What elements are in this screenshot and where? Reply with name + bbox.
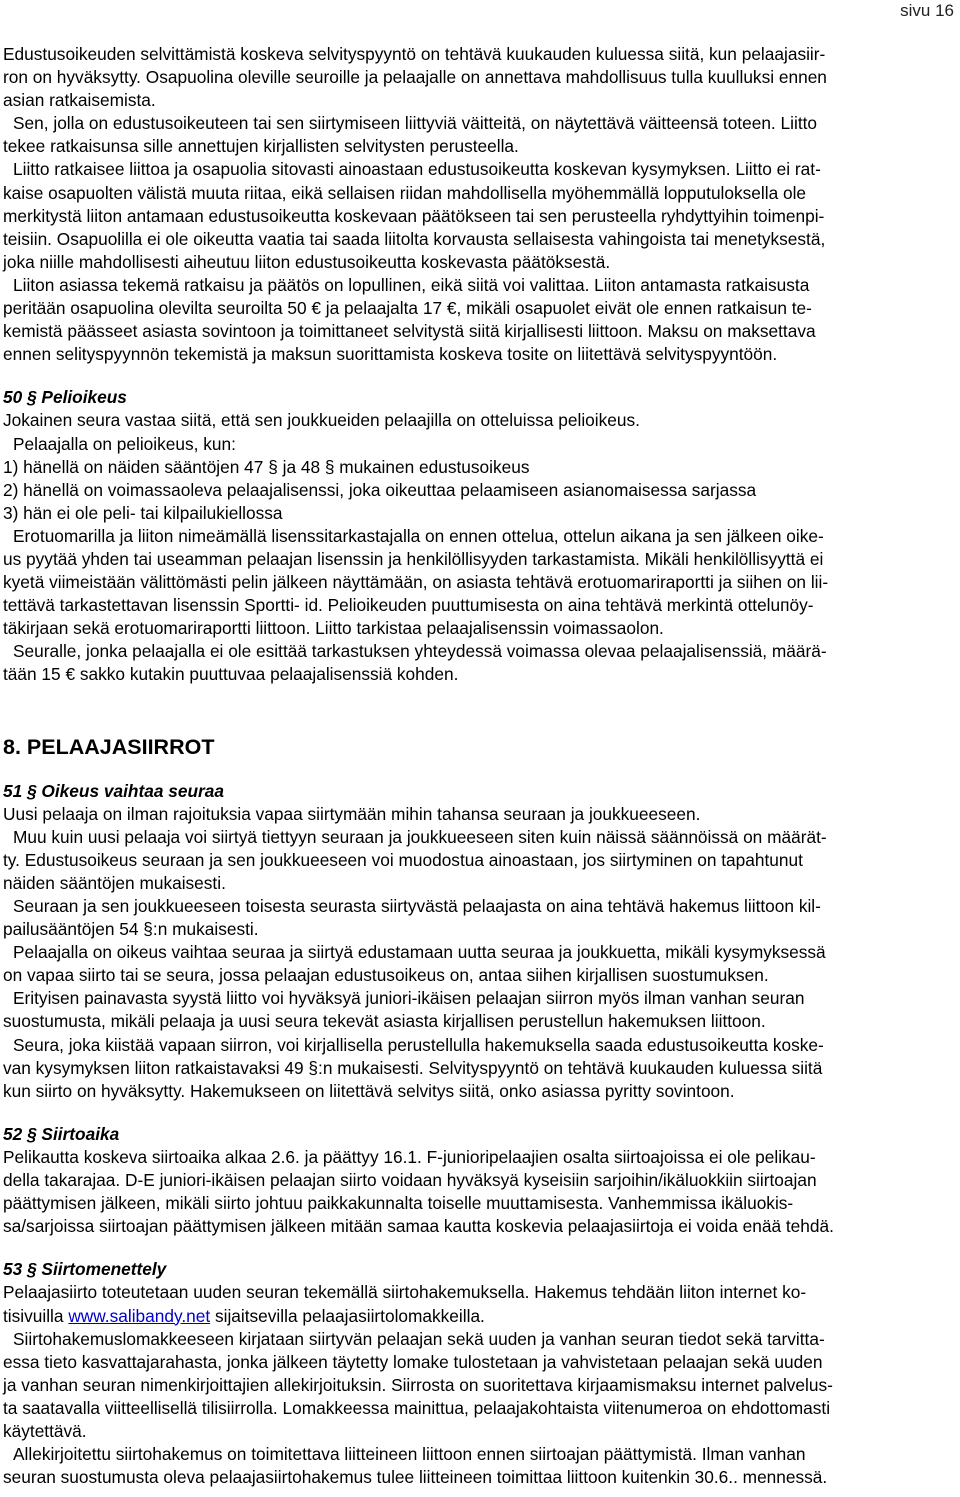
text-line: Pelaajasiirto toteutetaan uuden seuran tekemällä siirtohakemuksella. Hakemus tehdään liiton internet ko-: [3, 1282, 807, 1303]
text-line: kun siirto on hyväksytty. Hakemukseen on liitettävä selvitys siitä, onko asiassa pyritty sovintoon.: [3, 1080, 735, 1101]
text-line: Edustusoikeuden selvittämistä koskeva selvityspyyntö on tehtävä kuukauden kuluessa siitä, kun pelaajasiir-: [3, 44, 826, 64]
chapter-heading: 8. PELAAJASIIRROT: [3, 734, 215, 759]
text-line: seuran suostumusta oleva pelaajasiirtohakemus tulee liitteineen toimittaa liittoon kuitenkin 30.6.. mennessä.: [3, 1467, 828, 1488]
text-line: Erityisen painavasta syystä liitto voi hyväksyä juniori-ikäisen pelaajan siirron myös ilman vanhan seuran: [13, 988, 805, 1009]
text-line: pailusääntöjen 54 §:n mukaisesti.: [3, 919, 259, 940]
text-line: täkirjaan sekä erotuomariraportti liittoon. Liitto tarkistaa pelaajalisenssin voimassaolon.: [3, 618, 664, 639]
text-line: suostumusta, mikäli pelaaja ja uusi seura tekevät asiasta kirjallisen perustellun hakemuksen liittoon.: [3, 1011, 766, 1032]
text-line: näiden sääntöjen mukaisesti.: [3, 872, 226, 893]
salibandy-link[interactable]: www.salibandy.net: [68, 1305, 211, 1326]
text-line: della takarajaa. D-E juniori-ikäisen pelaajan siirto voidaan hyväksyä kyseisiin sarjoihin/ikäluokkiin siirtoajan: [3, 1170, 817, 1191]
text-line: Pelaajalla on oikeus vaihtaa seuraa ja siirtyä edustamaan uutta seuraa ja joukkuetta, mikäli kysymyksessä: [13, 942, 826, 963]
text-line: joka niille mahdollisesti aiheutuu liiton edustusoikeutta koskevasta päätöksestä.: [3, 251, 611, 272]
text-line: kaise osapuolten välistä muuta riitaa, eikä sellaisen riidan mahdollisella myöhemmällä lopputuloksella ole: [3, 182, 807, 203]
page-number: sivu 16: [900, 1, 954, 20]
text-line: Seura, joka kiistää vapaan siirron, voi kirjallisella perustellulla hakemuksella saada edustusoikeutta koske-: [13, 1034, 824, 1055]
text-line: Liiton asiassa tekemä ratkaisu ja päätös on lopullinen, eikä siitä voi valittaa. Liiton antamasta ratkaisusta: [13, 274, 810, 295]
section-50: [3, 386, 951, 686]
text-line: kemistä päässeet asiasta sovintoon ja toimittaneet selvitystä siitä kirjallisesti liittoon. Maksu on maksettava: [3, 321, 816, 342]
text-line: essa tieto kasvattajarahasta, jonka jälkeen täytetty lomake tulostetaan ja vahvistetaan pelaajan sekä uuden: [3, 1351, 823, 1372]
paragraph-edustusoikeus-selvitys: [3, 43, 951, 112]
section-52: [3, 1123, 951, 1238]
section-heading: 53 § Siirtomenettely: [3, 1259, 167, 1280]
paragraph-ratkaisu-lopullinen: [3, 274, 951, 366]
list-item: 1) hänellä on näiden sääntöjen 47 § ja 48 § mukainen edustusoikeus: [3, 456, 530, 477]
text-line: merkitystä liiton antamaan edustusoikeutta koskevaan päätökseen tai sen perusteella ryhdyttyihin toimenpi-: [3, 205, 825, 226]
text-line: Muu kuin uusi pelaaja voi siirtyä tiettyyn seuraan ja joukkueeseen siten kuin näissä säännöissä on määrät-: [13, 826, 827, 847]
text-line: Uusi pelaaja on ilman rajoituksia vapaa siirtymään mihin tahansa seuraan ja joukkueeseen.: [3, 803, 701, 824]
text-line: ty. Edustusoikeus seuraan ja sen joukkueeseen voi muodostua ainoastaan, jos siirtyminen on tapahtunut: [3, 849, 803, 870]
text-line: Allekirjoitettu siirtohakemus on toimitettava liitteineen liittoon ennen siirtoajan päättymistä. Ilman vanhan: [13, 1444, 806, 1465]
text-line: [3, 1305, 951, 1328]
text-fragment: tisivuilla: [3, 1305, 69, 1326]
text-line: päättymisen jälkeen, mikäli siirto johtuu paikkakunnalta toiselle muuttamisesta. Vanhemmissa ikäluokis-: [3, 1193, 794, 1214]
text-line: tettävä tarkastettavan lisenssin Sportti- id. Pelioikeuden puuttumisesta on aina tehtävä merkintä otteluпöy-: [3, 595, 814, 616]
text-line: us pyytää yhden tai useamman pelaajan lisenssin ja henkilöllisyyden tarkastamista. Mikäli henkilöllisyyttä ei: [3, 548, 824, 569]
text-line: Pelaajalla on pelioikeus, kun:: [13, 433, 236, 454]
text-line: van kysymyksen liiton ratkaistavaksi 49 §:n mukaisesti. Selvityspyyntö on tehtävä kuukauden kuluessa siitä: [3, 1057, 823, 1078]
text-line: ta saatavalla viitteellisellä tilisiirrolla. Lomakkeessa mainittua, pelaajakohtaista viitenumeroa on ehdottomasti: [3, 1397, 831, 1418]
text-line: on vapaa siirto tai se seura, jossa pelaajan edustusoikeus on, antaa siihen kirjallisen suostumuksen.: [3, 965, 769, 986]
text-line: Jokainen seura vastaa siitä, että sen joukkueiden pelaajilla on otteluissa pelioikeus.: [3, 410, 640, 431]
list-item: 2) hänellä on voimassaoleva pelaajalisenssi, joka oikeuttaa pelaamiseen asianomaisessa sarjassa: [3, 479, 757, 500]
text-line: Erotuomarilla ja liiton nimeämällä lisenssitarkastajalla on ennen ottelua, ottelun aikana ja sen jälkeen oike-: [13, 525, 824, 546]
text-line: sa/sarjoissa siirtoajan päättymisen jälkeen mitään samaa kautta koskevia pelaajasiirtoja ei voida enää tehdä.: [3, 1216, 834, 1237]
section-heading: 52 § Siirtoaika: [3, 1123, 120, 1144]
text-line: asian ratkaisemista.: [3, 90, 156, 111]
section-heading: 51 § Oikeus vaihtaa seuraa: [3, 780, 224, 801]
text-line: Seuraan ja sen joukkueeseen toisesta seurasta siirtyvästä pelaajasta on aina tehtävä hakemus liittoon kil-: [13, 896, 821, 916]
text-line: peritään osapuolina olevilta seuroilta 50 € ja pelaajalta 17 €, mikäli osapuolet eivät ole ennen ratkaisun te-: [3, 298, 812, 319]
text-fragment: sijaitsevilla pelaajasiirtolomakkeilla.: [210, 1305, 485, 1326]
paragraph-vaitteet: [3, 112, 951, 158]
section-51: [3, 780, 951, 1103]
text-line: Seuralle, jonka pelaajalla ei ole esittää tarkastuksen yhteydessä voimassa olevaa pelaajalisenssiä, määrä-: [13, 641, 827, 662]
text-line: Pelikautta koskeva siirtoaika alkaa 2.6. ja päättyy 16.1. F-junioripelaajien osalta siirtoajoissa ei ole pelikau-: [3, 1146, 816, 1167]
text-line: Sen, jolla on edustusoikeuteen tai sen siirtymiseen liittyviä väitteitä, on näytettävä väitteensä toteen. Liitto: [13, 113, 818, 134]
text-line: ja vanhan seuran nimenkirjoittajien allekirjoituksin. Siirrosta on suoritettava kirjaamismaksu internet palvelus-: [3, 1374, 833, 1395]
text-line: Siirtohakemuslomakkeeseen kirjataan siirtyvän pelaajan sekä uuden ja vanhan seuran tiedot sekä tarvitta-: [13, 1328, 825, 1349]
text-line: teisiin. Osapuolilla ei ole oikeutta vaatia tai saada liitolta korvausta sellaisesta vahingoista tai menetyksestä,: [3, 228, 826, 249]
text-line: tekee ratkaisunsa sille annettujen kirjallisten selvitysten perusteella.: [3, 136, 519, 157]
paragraph-liitto-ratkaisee: [3, 158, 951, 273]
section-heading: 50 § Pelioikeus: [3, 387, 127, 408]
text-line: ennen selityspyynnön tekemistä ja maksun suorittamista koskeva tosite on liitettävä selvityspyyntöön.: [3, 344, 778, 365]
text-line: kyetä viimeistään välittömästi pelin jälkeen näyttämään, on asiasta tehtävä erotuomariraportti ja siihen on lii-: [3, 572, 829, 593]
text-line: ron on hyväksytty. Osapuolina oleville seuroille ja pelaajalle on annettava mahdollisuus tulla kuulluksi ennen: [3, 67, 827, 88]
list-item: 3) hän ei ole peli- tai kilpailukiellossa: [3, 502, 283, 523]
text-line: tään 15 € sakko kutakin puuttuvaa pelaajalisenssiä kohden.: [3, 664, 459, 685]
section-53: [3, 1258, 951, 1489]
document-body: [3, 43, 951, 1489]
text-line: Liitto ratkaisee liittoa ja osapuolia sitovasti ainoastaan edustusoikeutta koskevan kysymyksen. Liitto ei rat-: [13, 159, 821, 180]
text-line: käytettävä.: [3, 1420, 87, 1441]
